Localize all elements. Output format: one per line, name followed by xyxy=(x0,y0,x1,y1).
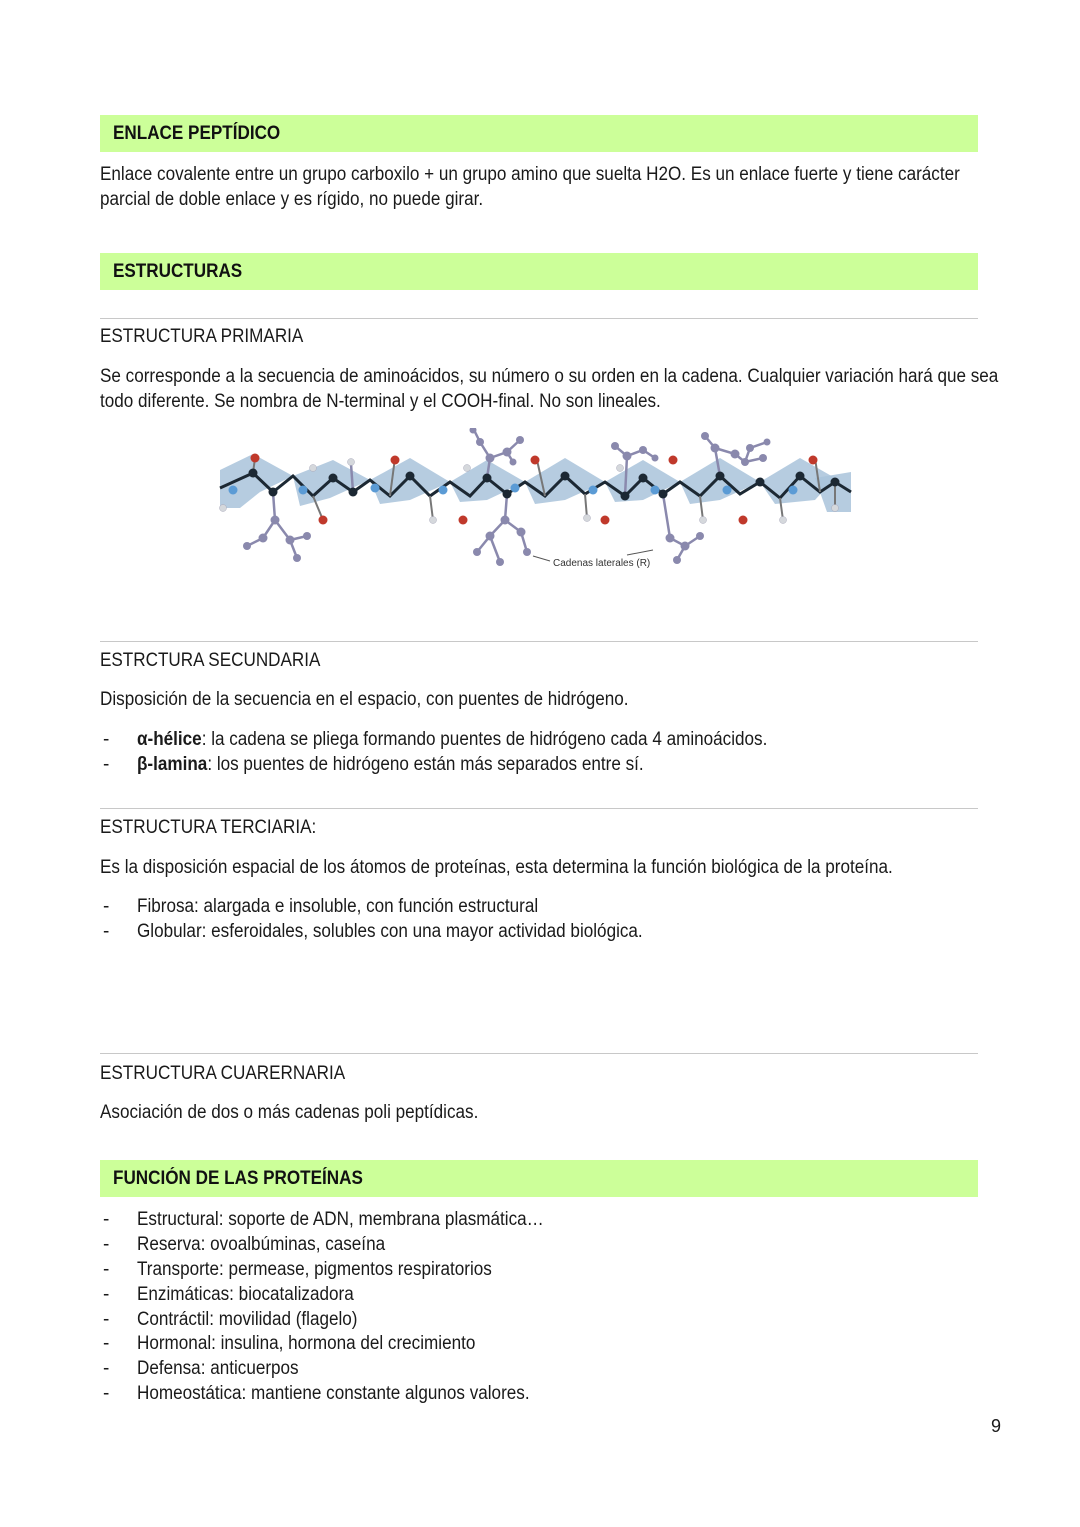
section-title: ENLACE PEPTÍDICO xyxy=(113,123,281,144)
list-bullet: - xyxy=(103,1284,110,1305)
list-text: : los puentes de hidrógeno están más separados entre sí. xyxy=(207,754,644,775)
list-item: Transporte: permease, pigmentos respiratorios xyxy=(137,1259,492,1280)
divider xyxy=(100,318,978,319)
list-term: β-lamina xyxy=(137,754,208,775)
peptide-plane xyxy=(370,458,450,504)
paragraph-line: parcial de doble enlace y es rígido, no puede girar. xyxy=(100,189,484,210)
list-term: α-hélice xyxy=(137,729,202,750)
list-item: Reserva: ovoalbúminas, caseína xyxy=(137,1234,386,1255)
list-bullet: - xyxy=(103,729,110,750)
section-title: FUNCIÓN DE LAS PROTEÍNAS xyxy=(113,1168,363,1189)
list-bullet: - xyxy=(103,921,110,942)
subsection-title-cuaternaria: ESTRUCTURA CUARERNARIA xyxy=(100,1063,346,1084)
list-bullet: - xyxy=(103,1209,110,1230)
list-item: Estructural: soporte de ADN, membrana plasmática… xyxy=(137,1209,544,1230)
paragraph-line: todo diferente. Se nombra de N-terminal y el COOH-final. No son lineales. xyxy=(100,391,661,412)
list-bullet: - xyxy=(103,1358,110,1379)
section-title: ESTRUCTURAS xyxy=(113,261,243,282)
list-item: Hormonal: insulina, hormona del crecimiento xyxy=(137,1333,476,1354)
section-band-enlace-peptidico xyxy=(100,115,978,152)
paragraph-line: Se corresponde a la secuencia de aminoácidos, su número o su orden en la cadena. Cualquier variación hará que sea xyxy=(100,366,999,387)
list-bullet: - xyxy=(103,1309,110,1330)
paragraph-line: Disposición de la secuencia en el espacio, con puentes de hidrógeno. xyxy=(100,689,629,710)
section-band-funcion-proteinas xyxy=(100,1160,978,1197)
list-text: : la cadena se pliega formando puentes de hidrógeno cada 4 aminoácidos. xyxy=(201,729,768,750)
subsection-title-terciaria: ESTRUCTURA TERCIARIA: xyxy=(100,817,317,838)
list-bullet: - xyxy=(103,1259,110,1280)
list-item: Enzimáticas: biocatalizadora xyxy=(137,1284,354,1305)
list-bullet: - xyxy=(103,754,110,775)
paragraph-line: Asociación de dos o más cadenas poli peptídicas. xyxy=(100,1102,479,1123)
paragraph-line: Es la disposición espacial de los átomos de proteínas, esta determina la función biológica de la proteína. xyxy=(100,857,893,878)
list-item: Globular: esferoidales, solubles con una mayor actividad biológica. xyxy=(137,921,643,942)
list-item: Homeostática: mantiene constante algunos valores. xyxy=(137,1383,530,1404)
list-item-alfa-helice xyxy=(137,727,767,752)
list-bullet: - xyxy=(103,896,110,917)
list-bullet: - xyxy=(103,1234,110,1255)
page-number: 9 xyxy=(991,1416,1002,1436)
subsection-title-primaria: ESTRUCTURA PRIMARIA xyxy=(100,326,304,347)
subsection-title-secundaria: ESTRCTURA SECUNDARIA xyxy=(100,650,321,671)
peptide-plane xyxy=(525,458,605,504)
label-leader xyxy=(533,556,550,561)
divider xyxy=(100,641,978,642)
list-item: Defensa: anticuerpos xyxy=(137,1358,299,1379)
list-bullet: - xyxy=(103,1333,110,1354)
list-item: Contráctil: movilidad (flagelo) xyxy=(137,1309,358,1330)
divider xyxy=(100,808,978,809)
label-leader xyxy=(627,550,653,555)
figure-label: Cadenas laterales (R) xyxy=(553,558,651,569)
paragraph-line: Enlace covalente entre un grupo carboxilo + un grupo amino que suelta H2O. Es un enlace fuerte y tiene carácter xyxy=(100,164,960,185)
peptide-plane xyxy=(293,460,370,506)
list-bullet: - xyxy=(103,1383,110,1404)
peptide-chain-figure xyxy=(215,428,860,580)
list-item-beta-lamina xyxy=(137,752,644,777)
section-band-estructuras xyxy=(100,253,978,290)
divider xyxy=(100,1053,978,1054)
peptide-plane xyxy=(680,458,760,504)
list-item: Fibrosa: alargada e insoluble, con función estructural xyxy=(137,896,539,917)
